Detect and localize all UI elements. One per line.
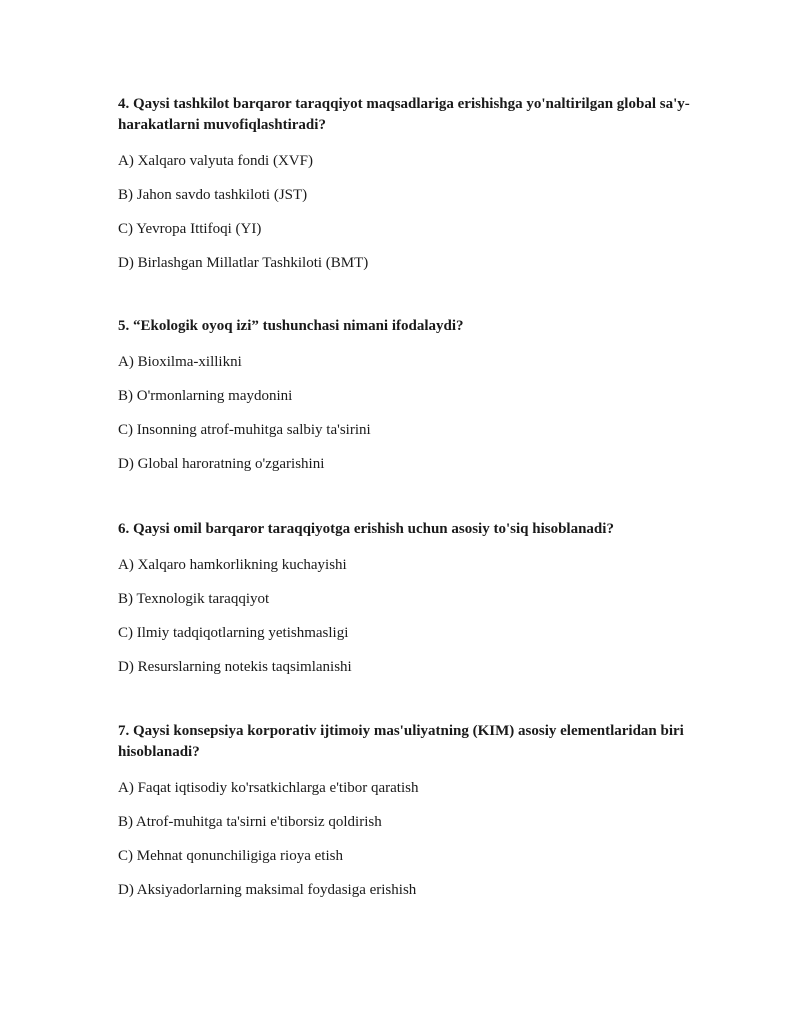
option-b: B) O'rmonlarning maydonini [118, 388, 293, 404]
option-a: A) Xalqaro hamkorlikning kuchayishi [118, 557, 347, 573]
answer-options [118, 779, 693, 899]
option-c: C) Mehnat qonunchiligiga rioya etish [118, 848, 343, 864]
option-d: D) Aksiyadorlarning maksimal foydasiga erishish [118, 882, 417, 898]
question-text: 6. Qaysi omil barqaror taraqqiyotga erishish uchun asosiy to'siq hisoblanadi? [118, 521, 614, 537]
option-b: B) Jahon savdo tashkiloti (JST) [118, 187, 308, 203]
answer-options [118, 353, 693, 473]
option-c: C) Insonning atrof-muhitga salbiy ta'sirini [118, 422, 371, 438]
option-a: A) Xalqaro valyuta fondi (XVF) [118, 153, 313, 169]
answer-options [118, 556, 693, 676]
question-text: 4. Qaysi tashkilot barqaror taraqqiyot maqsadlariga erishishga yo'naltirilgan global sa'y-harakatlarni muvofiqlashtiradi? [118, 96, 690, 133]
option-a: A) Faqat iqtisodiy ko'rsatkichlarga e'tibor qaratish [118, 780, 419, 796]
question-7 [118, 721, 693, 899]
option-c: C) Ilmiy tadqiqotlarning yetishmasligi [118, 625, 349, 641]
question-5 [118, 316, 693, 473]
question-6 [118, 519, 693, 676]
option-d: D) Resurslarning notekis taqsimlanishi [118, 659, 352, 675]
option-b: B) Texnologik taraqqiyot [118, 591, 270, 607]
option-c: C) Yevropa Ittifoqi (YI) [118, 221, 262, 237]
answer-options [118, 152, 693, 272]
question-text: 5. “Ekologik oyoq izi” tushunchasi nimani ifodalaydi? [118, 318, 464, 334]
question-text: 7. Qaysi konsepsiya korporativ ijtimoiy mas'uliyatning (KIM) asosiy elementlaridan biri hisoblanadi? [118, 723, 684, 760]
option-a: A) Bioxilma-xillikni [118, 354, 242, 370]
option-d: D) Birlashgan Millatlar Tashkiloti (BMT) [118, 255, 369, 271]
option-d: D) Global haroratning o'zgarishini [118, 456, 325, 472]
question-4 [118, 94, 693, 272]
option-b: B) Atrof-muhitga ta'sirni e'tiborsiz qoldirish [118, 814, 382, 830]
